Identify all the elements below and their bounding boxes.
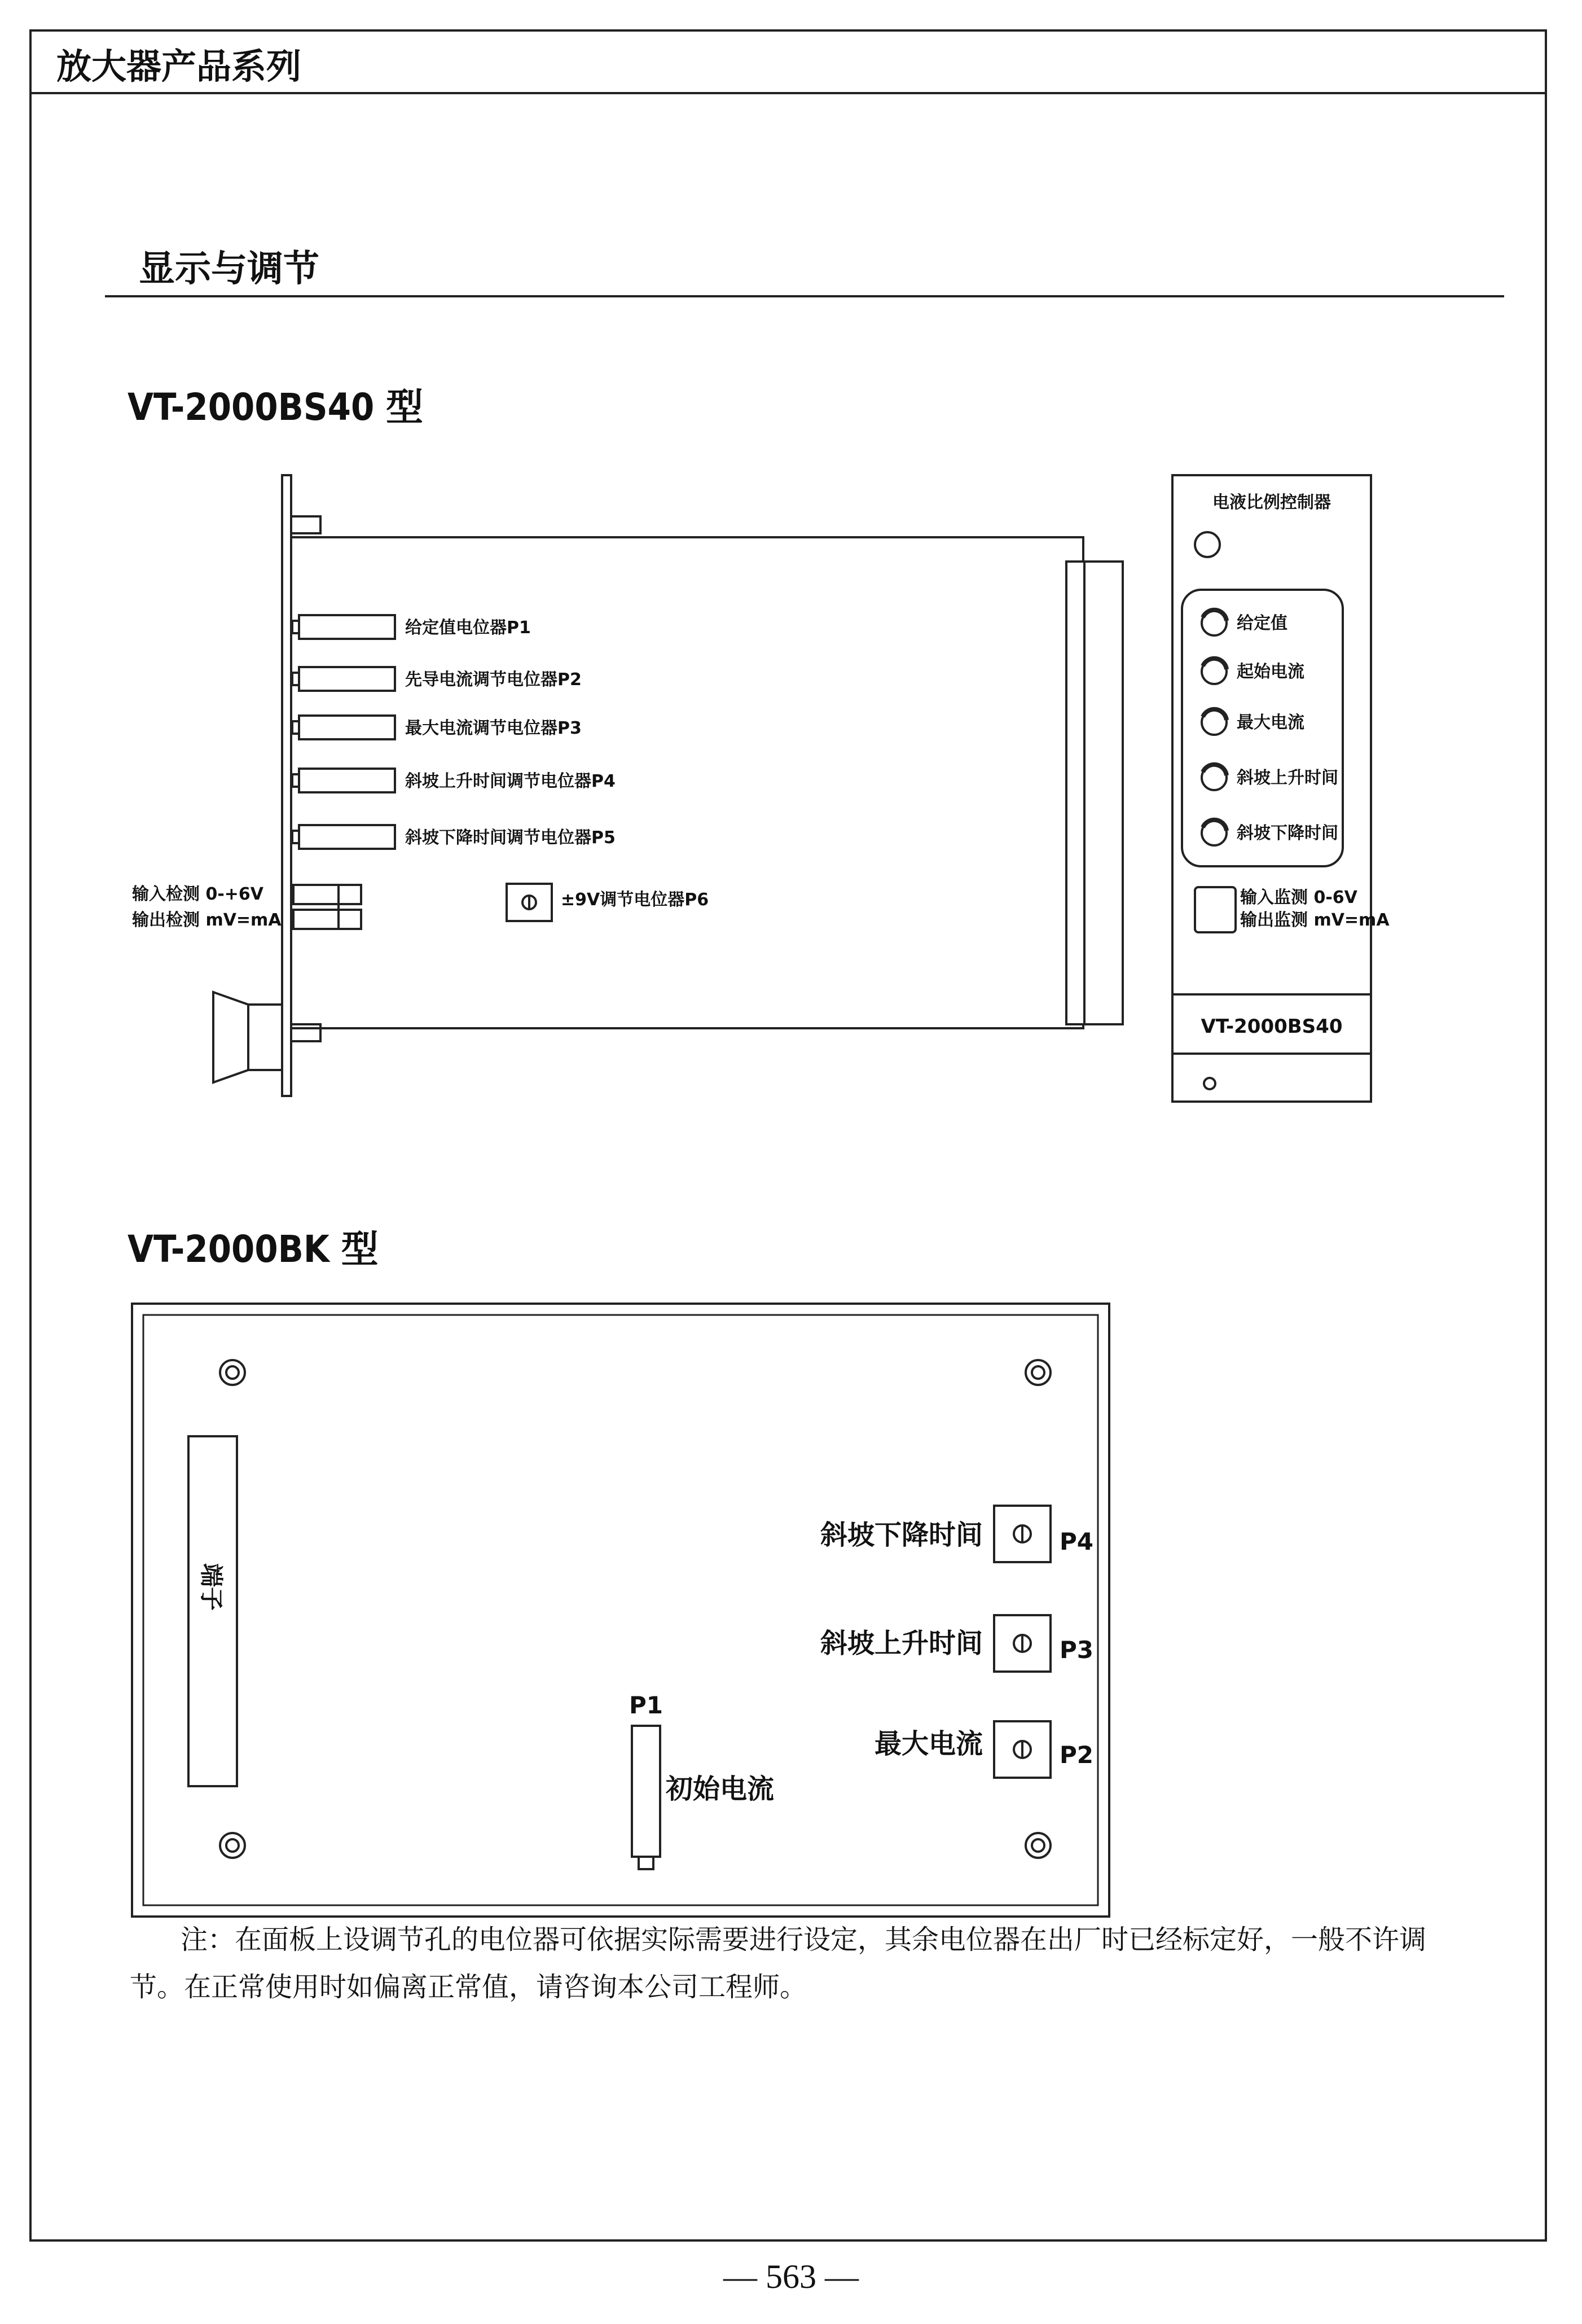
bs40-input-monitor: 输入监测 0-6V bbox=[1240, 888, 1357, 907]
bs40-knob-label-2: 起始电流 bbox=[1237, 662, 1304, 682]
bs40-pot-labels bbox=[131, 618, 709, 930]
bs40-label-p1: 给定值电位器P1 bbox=[405, 618, 531, 638]
bs40-label-p6: ±9V调节电位器P6 bbox=[561, 890, 709, 910]
bk-board-inner bbox=[143, 1315, 1098, 1905]
bk-board-outer bbox=[132, 1304, 1109, 1917]
bk-p1-pot bbox=[632, 1726, 660, 1857]
bs40-label-p4: 斜坡上升时间调节电位器P4 bbox=[405, 771, 616, 791]
bs40-knobs bbox=[1202, 610, 1227, 845]
bs40-panel-bracket-top bbox=[291, 516, 320, 533]
bs40-label-p5: 斜坡下降时间调节电位器P5 bbox=[405, 828, 616, 848]
bs40-model-title: VT-2000BS40 型 bbox=[128, 385, 423, 429]
page-number: — 563 — bbox=[723, 2258, 859, 2295]
bk-p4-tag: P4 bbox=[1060, 1528, 1094, 1555]
bs40-knob-label-4: 斜坡上升时间 bbox=[1237, 768, 1338, 788]
bs40-label-p3: 最大电流调节电位器P3 bbox=[405, 718, 582, 738]
bk-model-title: VT-2000BK 型 bbox=[128, 1227, 379, 1271]
bs40-front-panel-view bbox=[1172, 475, 1371, 1102]
bs40-knob-label-1: 给定值 bbox=[1237, 613, 1287, 633]
bk-p1-label: 初始电流 bbox=[666, 1773, 775, 1805]
bs40-panel-led bbox=[1195, 532, 1220, 557]
bk-p2-tag: P2 bbox=[1060, 1741, 1094, 1769]
bs40-edge-connector bbox=[1066, 562, 1084, 1024]
bs40-panel-labels bbox=[1201, 493, 1390, 1038]
bk-p1-tag: P1 bbox=[629, 1691, 663, 1719]
bs40-front-panel bbox=[282, 475, 291, 1096]
bs40-label-p2: 先导电流调节电位器P2 bbox=[405, 670, 582, 690]
bs40-pots bbox=[292, 615, 395, 849]
bs40-monitor-socket bbox=[1195, 887, 1236, 932]
bs40-output-monitor: 输出监测 mV=mA bbox=[1240, 910, 1390, 930]
bs40-panel-outline bbox=[1172, 475, 1371, 1102]
bs40-knob-label-3: 最大电流 bbox=[1237, 713, 1304, 733]
bk-p3-tag: P3 bbox=[1060, 1636, 1094, 1664]
bs40-output-detect: 输出检测 mV=mA bbox=[132, 910, 282, 930]
bs40-output-socket bbox=[293, 910, 361, 929]
bk-board-view bbox=[132, 1304, 1109, 1917]
bk-terminal-label: 端子 bbox=[197, 1563, 225, 1611]
bs40-input-detect: 输入检测 0-+6V bbox=[132, 884, 263, 904]
bs40-side-view bbox=[213, 475, 1123, 1096]
bk-p2-label: 最大电流 bbox=[874, 1728, 983, 1760]
bs40-panel-title: 电液比例控制器 bbox=[1212, 493, 1331, 512]
bs40-panel-screw bbox=[1204, 1078, 1215, 1089]
footnote: 注：在面板上设调节孔的电位器可依据实际需要进行设定，其余电位器在出厂时已经标定好，一般不许调节。在正常使用时如偏离正常值，请咨询本公司工程师。 bbox=[130, 1924, 1427, 2003]
bk-p3-label: 斜坡上升时间 bbox=[820, 1628, 983, 1659]
bk-terminal-strip bbox=[188, 1436, 237, 1786]
bs40-model-plate-text: VT-2000BS40 bbox=[1201, 1015, 1343, 1038]
bs40-knob-label-5: 斜坡下降时间 bbox=[1237, 823, 1338, 843]
bs40-input-socket bbox=[293, 885, 361, 904]
bs40-panel-bracket-bottom bbox=[291, 1024, 320, 1041]
bk-p4-label: 斜坡下降时间 bbox=[820, 1519, 983, 1551]
bk-labels bbox=[197, 1519, 1093, 1805]
running-title: 放大器产品系列 bbox=[56, 46, 302, 87]
section-title: 显示与调节 bbox=[139, 248, 319, 290]
bk-mounting-nuts bbox=[220, 1360, 1051, 1858]
